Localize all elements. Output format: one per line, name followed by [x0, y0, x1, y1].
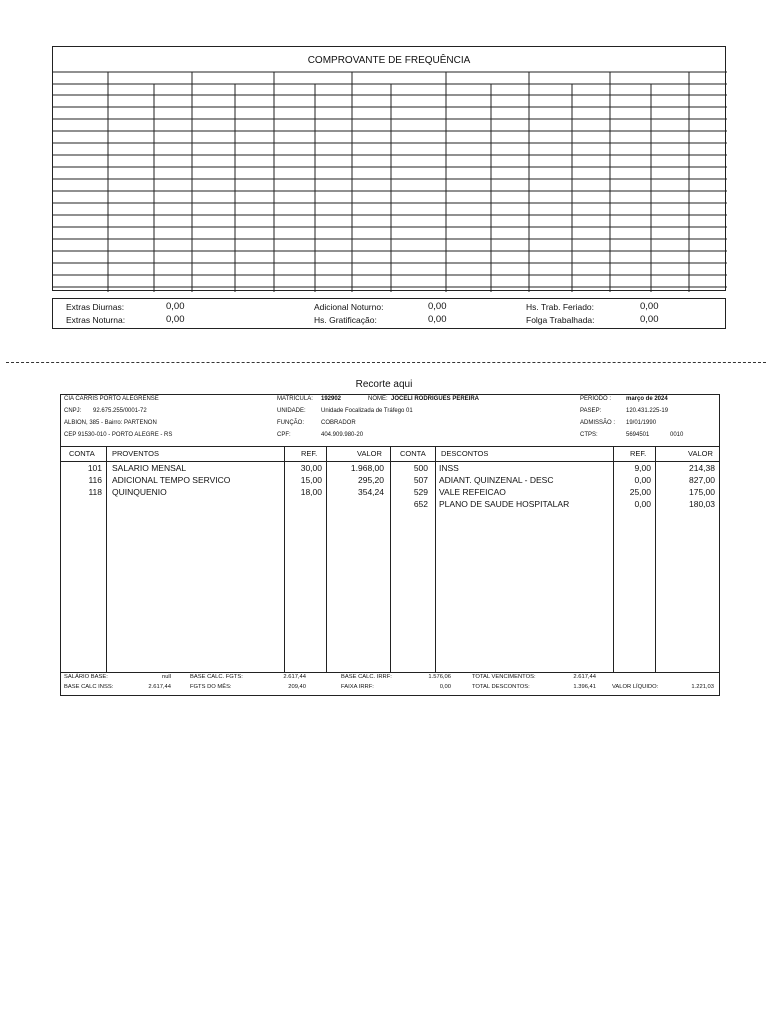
- faixa-irrf-label: FAIXA IRRF:: [341, 684, 374, 690]
- desconto-valor: 827,00: [689, 475, 715, 485]
- cpf-value: 404.909.980-20: [321, 432, 364, 438]
- col-descontos: DESCONTOS: [441, 449, 489, 458]
- provento-descricao: SALARIO MENSAL: [112, 463, 187, 473]
- salario-base-label: SALÁRIO BASE:: [64, 674, 108, 680]
- provento-descricao: ADICIONAL TEMPO SERVICO: [112, 475, 231, 485]
- periodo-value: março de 2024: [626, 396, 668, 402]
- valor-liquido-value: 1.221,03: [691, 684, 714, 690]
- valor-liquido-label: VALOR LÍQUIDO:: [612, 684, 659, 690]
- provento-ref: 15,00: [300, 475, 322, 485]
- cpf-label: CPF:: [277, 432, 291, 438]
- base-calc-inss-label: BASE CALC INSS:: [64, 684, 114, 690]
- desconto-descricao: ADIANT. QUINZENAL - DESC: [439, 475, 554, 485]
- faixa-irrf-value: 0,00: [439, 684, 451, 690]
- ctps-label: CTPS:: [580, 432, 598, 438]
- matricula-label: MATRÍCULA:: [277, 396, 313, 402]
- salario-base-value: null: [161, 674, 171, 680]
- attendance-grid: [53, 47, 727, 292]
- base-calc-inss-value: 2.617,44: [148, 684, 171, 690]
- desconto-valor: 180,03: [689, 499, 715, 509]
- cut-dashed-line: [6, 362, 766, 363]
- col-conta: CONTA: [69, 449, 95, 458]
- desconto-ref: 0,00: [634, 499, 651, 509]
- matricula-value: 192902: [321, 396, 342, 402]
- employee-name: JOCELI RODRIGUES PEREIRA: [391, 396, 480, 402]
- unidade-label: UNIDADE:: [277, 408, 306, 414]
- ctps-value: 5694501: [626, 432, 650, 438]
- folga-trabalhada-value: 0,00: [640, 314, 659, 325]
- desconto-ref: 0,00: [634, 475, 651, 485]
- hs-trab-feriado-value: 0,00: [640, 301, 659, 312]
- attendance-grid-box: [52, 46, 726, 291]
- nome-label: NOME:: [368, 396, 388, 402]
- pasep-value: 120.431.225-19: [626, 408, 669, 414]
- desconto-descricao: INSS: [439, 463, 459, 473]
- cut-here-label: Recorte aqui: [355, 379, 413, 390]
- provento-valor: 354,24: [358, 487, 384, 497]
- desconto-ref: 9,00: [634, 463, 651, 473]
- provento-conta: 116: [88, 475, 102, 485]
- desconto-conta: 507: [413, 475, 428, 485]
- col-proventos: PROVENTOS: [112, 449, 159, 458]
- provento-descricao: QUINQUENIO: [112, 487, 167, 497]
- company-name: CIA CARRIS PORTO ALEGRENSE: [64, 396, 159, 402]
- fgts-mes-value: 209,40: [288, 684, 306, 690]
- col-valor-descontos: VALOR: [688, 449, 713, 458]
- hs-gratificacao-value: 0,00: [428, 314, 447, 325]
- desconto-ref: 25,00: [629, 487, 651, 497]
- provento-ref: 30,00: [300, 463, 322, 473]
- desconto-descricao: PLANO DE SAUDE HOSPITALAR: [439, 499, 570, 509]
- provento-conta: 118: [88, 487, 102, 497]
- adicional-noturno-label: Adicional Noturno:: [314, 302, 384, 312]
- desconto-valor: 175,00: [689, 487, 715, 497]
- company-address: ALBION, 385 - Bairro: PARTENON: [64, 420, 157, 426]
- col-conta-descontos: CONTA: [400, 449, 426, 458]
- hs-gratificacao-label: Hs. Gratificação:: [314, 315, 377, 325]
- total-descontos-value: 1.396,41: [573, 684, 596, 690]
- desconto-conta: 529: [413, 487, 428, 497]
- extras-noturna-value: 0,00: [166, 314, 185, 325]
- extras-noturna-label: Extras Noturna:: [66, 315, 126, 325]
- folga-trabalhada-label: Folga Trabalhada:: [526, 315, 595, 325]
- desconto-valor: 214,38: [689, 463, 715, 473]
- base-calc-irrf-value: 1.576,06: [428, 674, 451, 680]
- provento-ref: 18,00: [300, 487, 322, 497]
- desconto-descricao: VALE REFEICAO: [439, 487, 506, 497]
- footer-separator: [61, 672, 719, 673]
- funcao-value: COBRADOR: [321, 420, 356, 426]
- extras-diurnas-label: Extras Diurnas:: [66, 302, 125, 312]
- desconto-conta: 652: [413, 499, 428, 509]
- funcao-label: FUNÇÃO:: [277, 420, 304, 426]
- overtime-summary-box: [52, 298, 726, 329]
- cnpj-label: CNPJ:: [64, 408, 82, 414]
- company-cep: CEP 91530-010 - PORTO ALEGRE - RS: [64, 432, 173, 438]
- cnpj-value: 92.675.255/0001-72: [93, 408, 147, 414]
- base-calc-irrf-label: BASE CALC. IRRF:: [341, 674, 392, 680]
- extras-diurnas-value: 0,00: [166, 301, 185, 312]
- provento-valor: 295,20: [358, 475, 384, 485]
- col-divider: [435, 446, 436, 672]
- unidade-value: Unidade Focalizada de Tráfego 01: [321, 408, 413, 414]
- col-valor: VALOR: [357, 449, 382, 458]
- col-ref-descontos: REF.: [630, 449, 647, 458]
- provento-valor: 1.968,00: [350, 463, 384, 473]
- pasep-label: PASEP:: [580, 408, 602, 414]
- base-calc-fgts-value: 2.617,44: [283, 674, 306, 680]
- col-ref: REF.: [301, 449, 318, 458]
- payslip-box: [60, 394, 720, 696]
- attendance-title: COMPROVANTE DE FREQUÊNCIA: [307, 55, 471, 66]
- base-calc-fgts-label: BASE CALC. FGTS:: [190, 674, 243, 680]
- hs-trab-feriado-label: Hs. Trab. Feriado:: [526, 302, 595, 312]
- ctps-serie-value: 0010: [670, 432, 684, 438]
- total-vencimentos-label: TOTAL VENCIMENTOS:: [472, 674, 536, 680]
- provento-conta: 101: [87, 463, 102, 473]
- fgts-mes-label: FGTS DO MÊS:: [190, 684, 232, 690]
- desconto-conta: 500: [413, 463, 428, 473]
- adicional-noturno-value: 0,00: [428, 301, 447, 312]
- total-vencimentos-value: 2.617,44: [573, 674, 596, 680]
- col-divider: [106, 446, 107, 672]
- admissao-label: ADMISSÃO :: [580, 420, 616, 426]
- periodo-label: PERÍODO :: [580, 396, 612, 402]
- admissao-value: 19/01/1990: [626, 420, 657, 426]
- total-descontos-label: TOTAL DESCONTOS:: [472, 684, 530, 690]
